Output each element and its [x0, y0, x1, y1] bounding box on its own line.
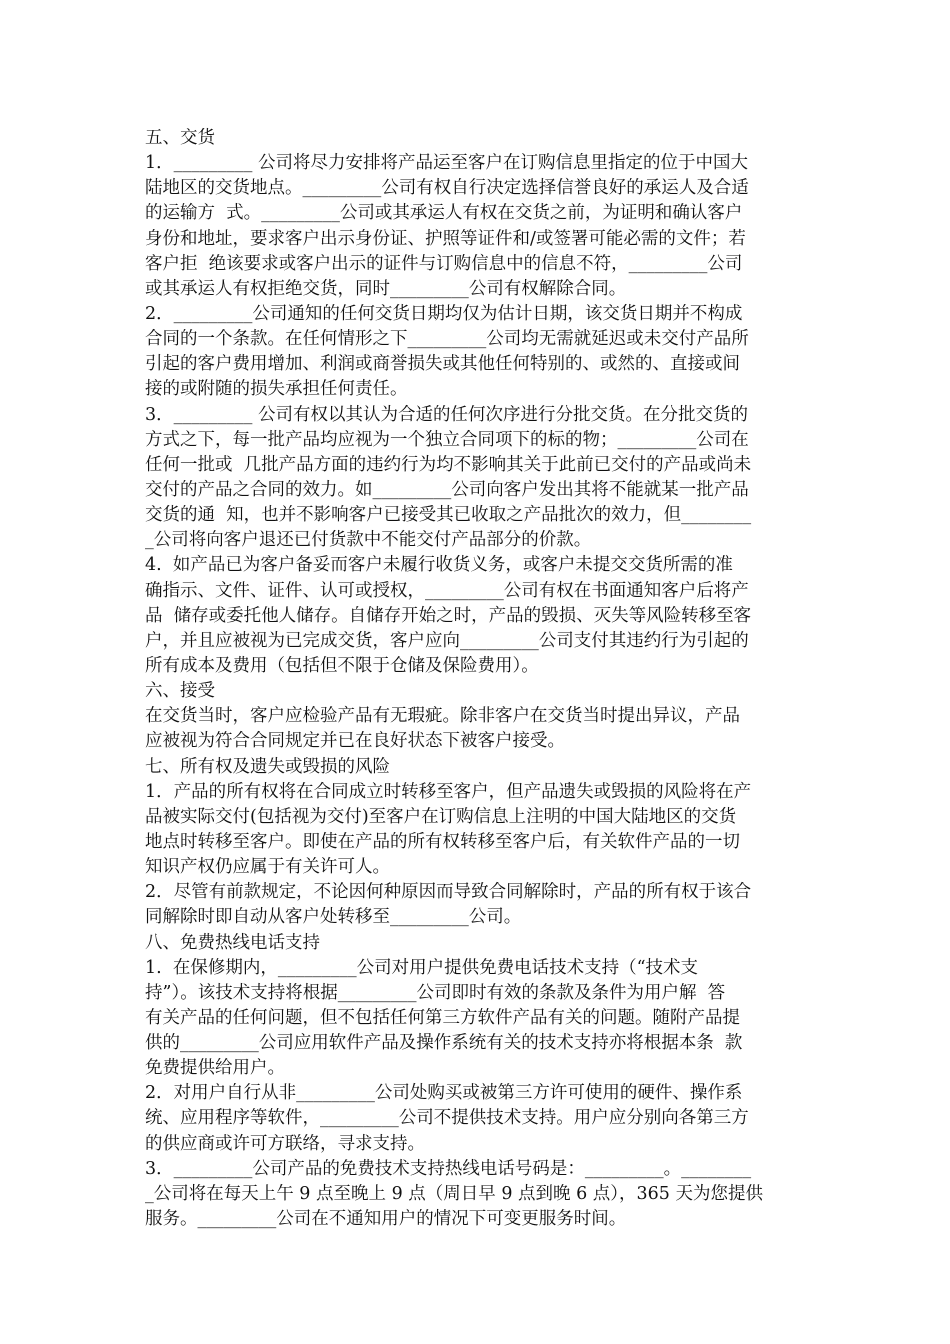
text-line: 接的或附随的损失承担任何责任。 [145, 379, 408, 400]
text-line: 品 储存或委托他人储存。自储存开始之时，产品的毁损、灭失等风险转移至客 [145, 605, 752, 626]
text-line: 身份和地址，要求客户出示身份证、护照等证件和/或签署可能必需的文件；若 [145, 228, 746, 249]
text-line: 客户拒 绝该要求或客户出示的证件与订购信息中的信息不符，_________公司 [145, 253, 743, 274]
text-line: 八、免费热线电话支持 [145, 932, 320, 953]
text-line: 同解除时即自动从客户处转移至_________公司。 [145, 907, 522, 928]
text-line: 任何一批或 几批产品方面的违约行为均不影响其关于此前已交付的产品或尚未 [145, 454, 752, 475]
text-line: 地点时转移至客户。即使在产品的所有权转移至客户后，有关软件产品的一切 [145, 831, 740, 852]
text-line: 4. 如产品已为客户备妥而客户未履行收货义务，或客户未提交交货所需的准 [145, 555, 733, 576]
text-line: 3．_________公司产品的免费技术支持热线电话号码是：_________。________ [145, 1158, 752, 1179]
text-line: 所有成本及费用（包括但不限于仓储及保险费用）。 [145, 655, 539, 676]
text-line: 1. 在保修期内，_________公司对用户提供免费电话技术支持（“技术支 [145, 957, 699, 978]
text-line: 六、接受 [145, 681, 215, 702]
text-line: 知识产权仍应属于有关许可人。 [145, 857, 390, 878]
text-line: 有关产品的任何问题，但不包括任何第三方软件产品有关的问题。随附产品提 [145, 1007, 740, 1028]
text-line: 方式之下，每一批产品均应视为一个独立合同项下的标的物；_________公司在 [145, 429, 749, 450]
text-line: 2．_________公司通知的任何交货日期均仅为估计日期，该交货日期并不构成 [145, 303, 743, 324]
text-line: 在交货当时，客户应检验产品有无瑕疵。除非客户在交货当时提出异议，产品 [145, 706, 740, 727]
text-line: 或其承运人有权拒绝交货，同时_________公司有权解除合同。 [145, 278, 627, 299]
text-line: 确指示、文件、证件、认可或授权，_________公司有权在书面通知客户后将产 [145, 580, 749, 601]
text-line: _公司将向客户退还已付货款中不能交付产品部分的价款。 [145, 530, 592, 551]
text-line: 交货的通 知，也并不影响客户已接受其已收取之产品批次的效力，但________ [145, 505, 752, 526]
text-line: 3．_________ 公司有权以其认为合适的任何次序进行分批交货。在分批交货的 [145, 404, 748, 425]
text-line: 品被实际交付(包括视为交付)至客户在订购信息上注明的中国大陆地区的交货 [145, 806, 737, 827]
text-line: 2．尽管有前款规定，不论因何种原因而导致合同解除时，产品的所有权于该合 [145, 882, 752, 903]
text-line: 供的_________公司应用软件产品及操作系统有关的技术支持亦将根据本条 款 [145, 1033, 743, 1054]
text-line: 交付的产品之合同的效力。如_________公司向客户发出其将不能就某一批产品 [145, 479, 749, 500]
text-line: 合同的一个条款。在任何情形之下_________公司均无需就延迟或未交付产品所 [145, 329, 749, 350]
text-line: 应被视为符合合同规定并已在良好状态下被客户接受。 [145, 731, 565, 752]
text-line: 免费提供给用户。 [145, 1058, 285, 1079]
text-line: 引起的客户费用增加、利润或商誉损失或其他任何特别的、或然的、直接或间 [145, 354, 740, 375]
text-line: 1．产品的所有权将在合同成立时转移至客户，但产品遗失或毁损的风险将在产 [145, 781, 752, 802]
text-line: _公司将在每天上午 9 点至晚上 9 点（周日早 9 点到晚 6 点），365 天为您提供 [145, 1183, 764, 1204]
text-line: 陆地区的交货地点。_________公司有权自行决定选择信誉良好的承运人及合适 [145, 178, 749, 199]
text-line: 服务。_________公司在不通知用户的情况下可变更服务时间。 [145, 1209, 627, 1230]
text-line: 1．_________ 公司将尽力安排将产品运至客户在订购信息里指定的位于中国大 [145, 153, 748, 174]
text-line: 持”）。该技术支持将根据_________公司即时有效的条款及条件为用户解 答 [145, 982, 726, 1003]
text-line: 的运输方 式。_________公司或其承运人有权在交货之前，为证明和确认客户 [145, 203, 743, 224]
text-line: 2．对用户自行从非_________公司处购买或被第三方许可使用的硬件、操作系 [145, 1083, 743, 1104]
text-line: 的供应商或许可方联络，寻求支持。 [145, 1133, 425, 1154]
text-line: 户，并且应被视为已完成交货，客户应向_________公司支付其违约行为引起的 [145, 630, 749, 651]
document-body [145, 126, 810, 1232]
text-line: 统、应用程序等软件，_________公司不提供技术支持。用户应分别向各第三方 [145, 1108, 749, 1129]
text-line: 七、所有权及遗失或毁损的风险 [145, 756, 390, 777]
text-line: 五、交货 [145, 128, 215, 148]
